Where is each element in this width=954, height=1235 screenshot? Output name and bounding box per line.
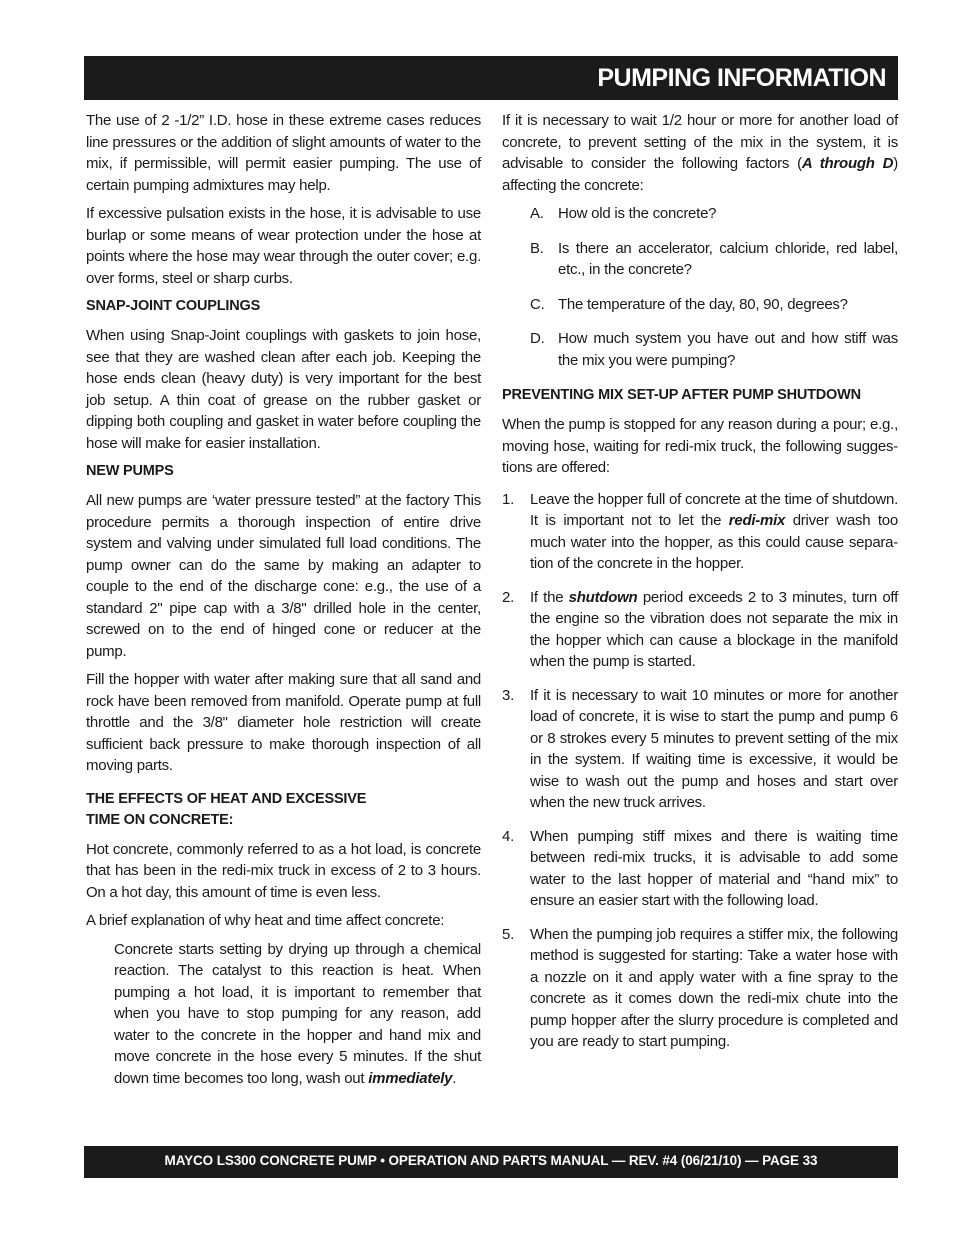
step-4-text: When pumping stiff mixes and there is waiting time between redi-mix trucks, it is advisable to add some water to the last hopper of material and “hand mix” to ensure an easier start with the following load.: [530, 827, 898, 909]
factor-item: [502, 238, 898, 281]
right-column: [502, 110, 898, 1065]
paragraph-hose-size: The use of 2 -1/2” I.D. hose in these extreme cases reduces line pressures or the addition of slight amounts of water to the mix, if permissible, will permit easier pumping. The use of certain pumping admixtures may help.: [86, 112, 481, 194]
step-5-text: When the pumping job requires a stiffer mix, the following method is suggested for starting: Take a water hose with a nozzle on it and apply water with a fine spray to the concrete as it comes down the redi-mix chute into the pump hopper after the slurry procedure is completed and you are ready to start pumping.: [530, 925, 898, 1050]
setting-explanation-end: .: [452, 1069, 457, 1087]
step-2-text: If the: [530, 588, 564, 606]
factor-marker: D.: [530, 330, 545, 347]
factor-text: How old is the concrete?: [558, 205, 717, 222]
section-title: PUMPING INFORMATION: [597, 64, 886, 92]
heading-effects-of-heat-line-2: TIME ON CONCRETE:: [86, 811, 234, 828]
step-marker: 4.: [502, 827, 515, 845]
step-item-5: [502, 924, 898, 1053]
heading-snap-joint-couplings: SNAP-JOINT COUPLINGS: [86, 298, 261, 314]
paragraph-pulsation: If excessive pulsation exists in the hose, it is advisable to use burlap or some means of wear protection under the hose at points where the hose may wear through the outer cover; e.g. over forms, steel or sharp curbs.: [86, 205, 481, 287]
paragraph-wait-half-hour: [502, 110, 898, 196]
step-1-text: Leave the hopper full of concrete at the time of shutdown. It is important not to let the: [530, 490, 898, 529]
factor-marker: B.: [530, 239, 544, 257]
factor-item: [502, 294, 898, 316]
paragraph-setting-explanation: [114, 939, 481, 1090]
section-header-bar: [84, 56, 898, 100]
heading-effects-of-heat: [86, 789, 481, 831]
step-1-text-end: driver wash too much water into the hopper, as this could cause separa-tion of the concrete in the hopper.: [530, 512, 898, 572]
wait-half-hour-text-end: ) affecting the concrete:: [502, 155, 898, 194]
shutdown-steps-list: [502, 489, 898, 1053]
step-marker: 2.: [502, 588, 515, 606]
factor-text: How much system you have out and how stiff was the mix you were pumping?: [558, 330, 898, 369]
emphasis-redi-mix: redi-mix: [728, 512, 786, 529]
step-item-3: [502, 685, 898, 814]
factors-list: [502, 203, 898, 371]
step-item-4: [502, 826, 898, 912]
heading-effects-of-heat-line-1: THE EFFECTS OF HEAT AND EXCESSIVE: [86, 790, 367, 807]
setting-explanation-text: Concrete starts setting by drying up through a chemical reaction. The catalyst to this reaction is heat. When pumping a hot load, it is important to remember that when you have to stop pumping for any reason, add water to the concrete in the hopper and hand mix and move concrete in the hose every 5 minutes. If the shut down time becomes too long, wash out: [114, 940, 481, 1087]
paragraph-pump-stopped: When the pump is stopped for any reason during a pour; e.g., moving hose, waiting for redi-mix truck, the following sugges-tions are offered:: [502, 416, 898, 476]
factor-marker: A.: [530, 205, 544, 222]
heading-new-pumps: NEW PUMPS: [86, 463, 174, 479]
footer-bar: [84, 1146, 898, 1178]
factor-item: [502, 328, 898, 371]
left-column: [86, 110, 481, 1096]
emphasis-shutdown: shutdown: [568, 588, 638, 606]
step-item-2: [502, 587, 898, 673]
paragraph-new-pumps: All new pumps are ‘water pressure tested” at the factory This procedure permits a thorough inspection of entire drive system and valving under simulated full load conditions. The pump owner can do the same by making an adapter to couple to the end of the discharge cone: e.g., the use of a standard 2" pipe cap with a 3/8" drilled hole in the center, screwed on to the end of hinged cone or reducer at the pump.: [86, 492, 481, 660]
step-marker: 5.: [502, 925, 515, 943]
footer-text: MAYCO LS300 CONCRETE PUMP • OPERATION AND PARTS MANUAL — REV. #4 (06/21/10) — PAGE 33: [164, 1153, 818, 1168]
paragraph-hot-concrete: Hot concrete, commonly referred to as a hot load, is concrete that has been in the redi-mix truck in excess of 2 to 3 hours. On a hot day, this amount of time is even less.: [86, 840, 481, 901]
step-2-text-end: period exceeds 2 to 3 minutes, turn off the engine so the vibration does not separate the mix in the hopper which can cause a blockage in the manifold when the pump is started.: [530, 588, 898, 670]
emphasis-immediately: immediately: [368, 1069, 453, 1087]
factor-text: Is there an accelerator, calcium chloride, red label, etc., in the concrete?: [558, 239, 898, 278]
step-marker: 1.: [502, 490, 515, 508]
factor-item: [502, 203, 898, 225]
factor-marker: C.: [530, 295, 545, 313]
wait-half-hour-text: If it is necessary to wait 1/2 hour or more for another load of concrete, to prevent setting of the mix in the system, it is advisable to consider the following factors (: [502, 112, 898, 172]
step-3-text: If it is necessary to wait 10 minutes or more for another load of concrete, it is wise to start the pump and pump 6 or 8 strokes every 5 minutes to prevent setting of the mix in the system. If waiting time is excessive, it would be wise to wash out the pump and hoses and start over when the new truck arrives.: [530, 686, 898, 811]
step-marker: 3.: [502, 686, 515, 704]
paragraph-brief-explanation: A brief explanation of why heat and time affect concrete:: [86, 912, 445, 929]
emphasis-a-through-d: A through D: [801, 155, 894, 172]
step-item-1: [502, 489, 898, 575]
heading-preventing-mix-set-up: PREVENTING MIX SET-UP AFTER PUMP SHUTDOWN: [502, 387, 861, 403]
paragraph-fill-hopper: Fill the hopper with water after making sure that all sand and rock have been removed from manifold. Operate pump at full throttle and the 3/8" diameter hole restriction will create sufficient back pressure to make thorough inspection of all moving parts.: [86, 671, 481, 774]
factor-text: The temperature of the day, 80, 90, degrees?: [558, 295, 848, 313]
paragraph-snap-joint: When using Snap-Joint couplings with gaskets to join hose, see that they are washed clean after each job. Keeping the hose ends clean (heavy duty) is very important for the best job setup. A thin coat of grease on the rubber gasket or dipping both coupling and gasket in water before coupling the hose will make for easier installation.: [86, 327, 481, 452]
